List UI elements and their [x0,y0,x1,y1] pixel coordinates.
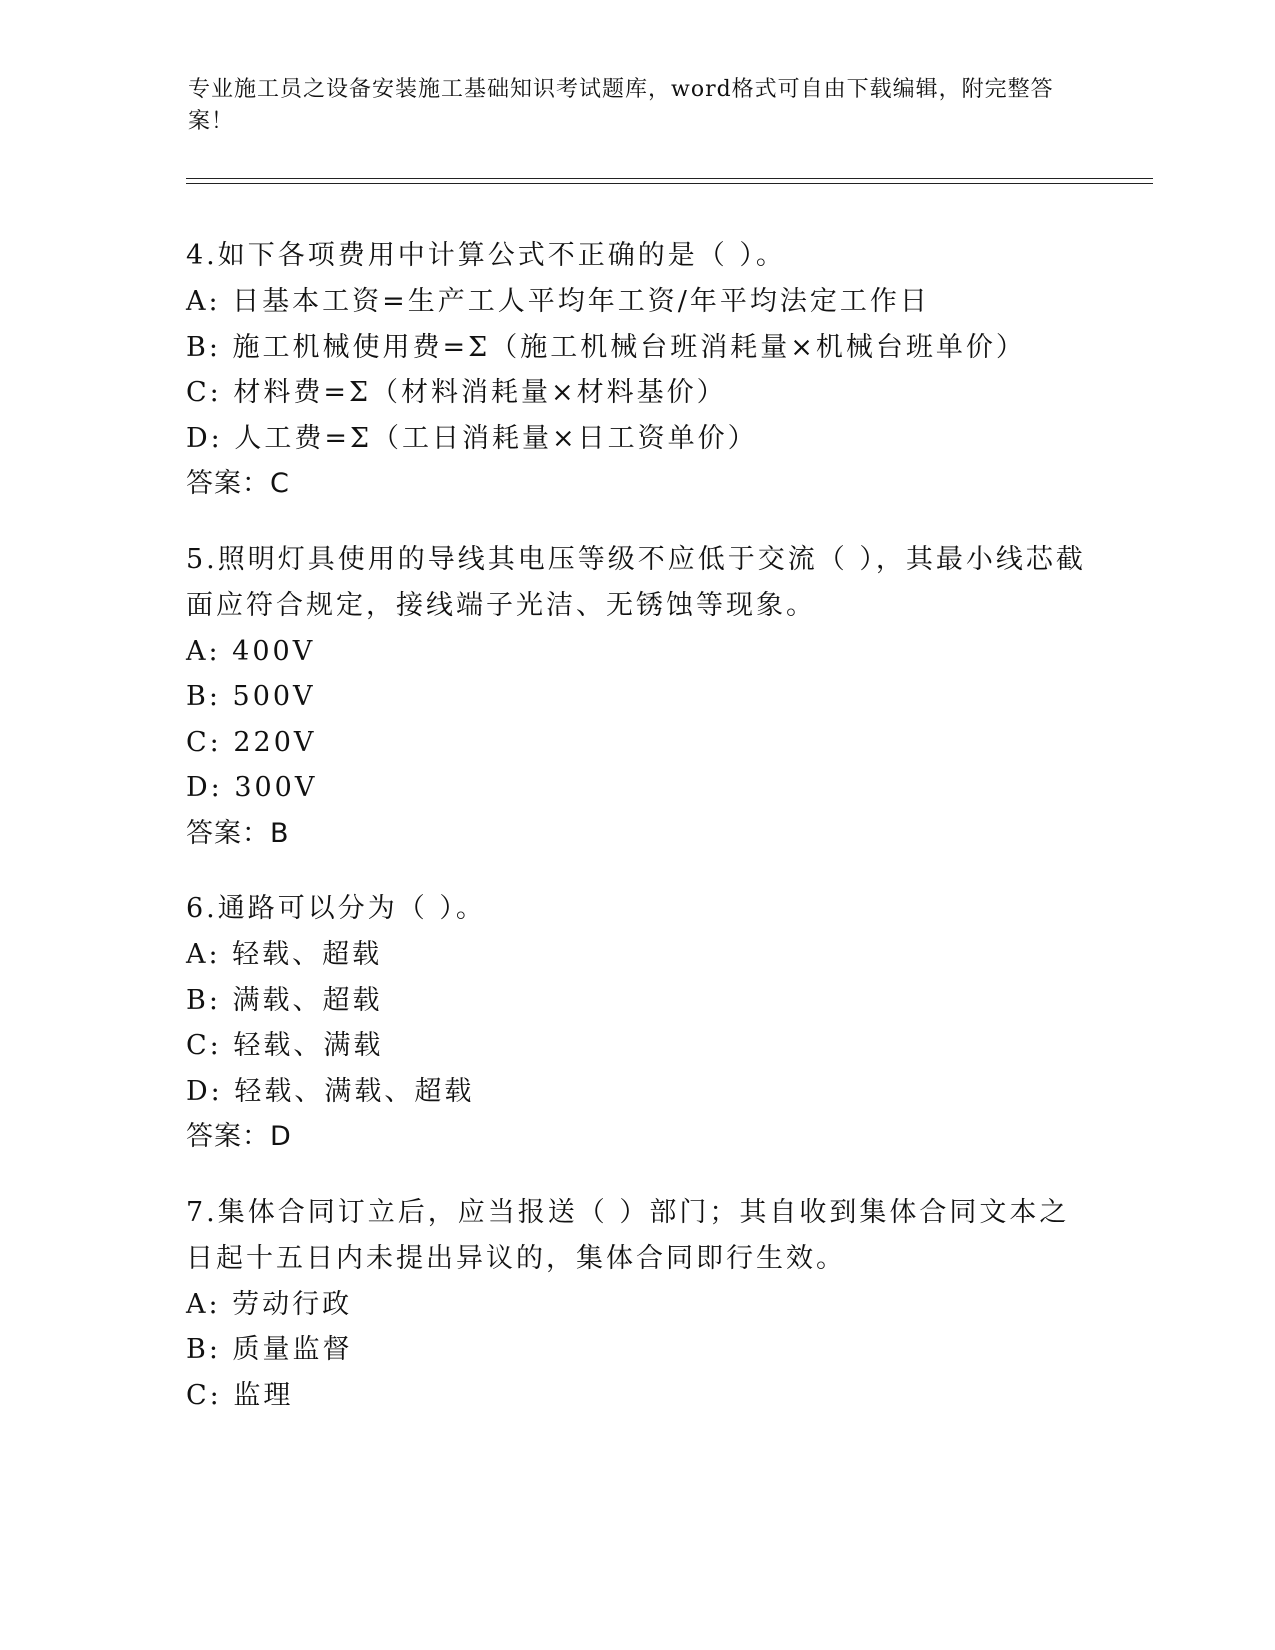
answer-label: 答案：C [186,468,290,499]
option-d: D: 轻载、满载、超载 [186,1075,475,1107]
answer-label: 答案：B [186,817,290,849]
option-a: A: 轻载、超载 [186,939,383,970]
header-divider-bottom [186,183,1153,184]
option-b: B: 施工机械使用费=Σ（施工机械台班消耗量×机械台班单价） [186,331,1026,363]
header-title: 专业施工员之设备安装施工基础知识考试题库，word格式可自由下载编辑，附完整答案！ [188,77,1054,134]
option-c: C: 220V [186,726,317,758]
question-text: 6.通路可以分为（ ）。 [186,893,486,924]
option-b: B: 质量监督 [186,1334,353,1365]
option-c: C: 轻载、满载 [186,1030,384,1061]
question-text: 5.照明灯具使用的导线其电压等级不应低于交流（ ），其最小线芯截面应符合规定，接线端子光洁、无锈蚀等现象。 [186,543,1086,621]
option-b: B: 500V [186,681,316,712]
option-a: A: 劳动行政 [186,1288,353,1320]
question-6 [186,886,1086,1160]
option-c: C: 材料费=Σ（材料消耗量×材料基价） [186,377,727,408]
question-5 [186,537,1086,857]
option-d: D: 300V [186,772,318,803]
question-7 [186,1190,1086,1419]
question-text: 7.集体合同订立后，应当报送（ ）部门；其自收到集体合同文本之日起十五日内未提出异议的，集体合同即行生效。 [186,1196,1070,1274]
document-header [188,74,1068,138]
question-list [186,233,1086,1448]
option-c: C: 监理 [186,1379,294,1411]
question-4 [186,233,1086,507]
option-a: A: 400V [186,635,316,667]
option-b: B: 满载、超载 [186,984,383,1016]
question-text: 4.如下各项费用中计算公式不正确的是（ ）。 [186,240,786,271]
header-divider-top [186,178,1153,179]
option-a: A: 日基本工资=生产工人平均年工资/年平均法定工作日 [186,286,930,317]
option-d: D: 人工费=Σ（工日消耗量×日工资单价） [186,422,758,454]
answer-label: 答案：D [186,1121,292,1152]
